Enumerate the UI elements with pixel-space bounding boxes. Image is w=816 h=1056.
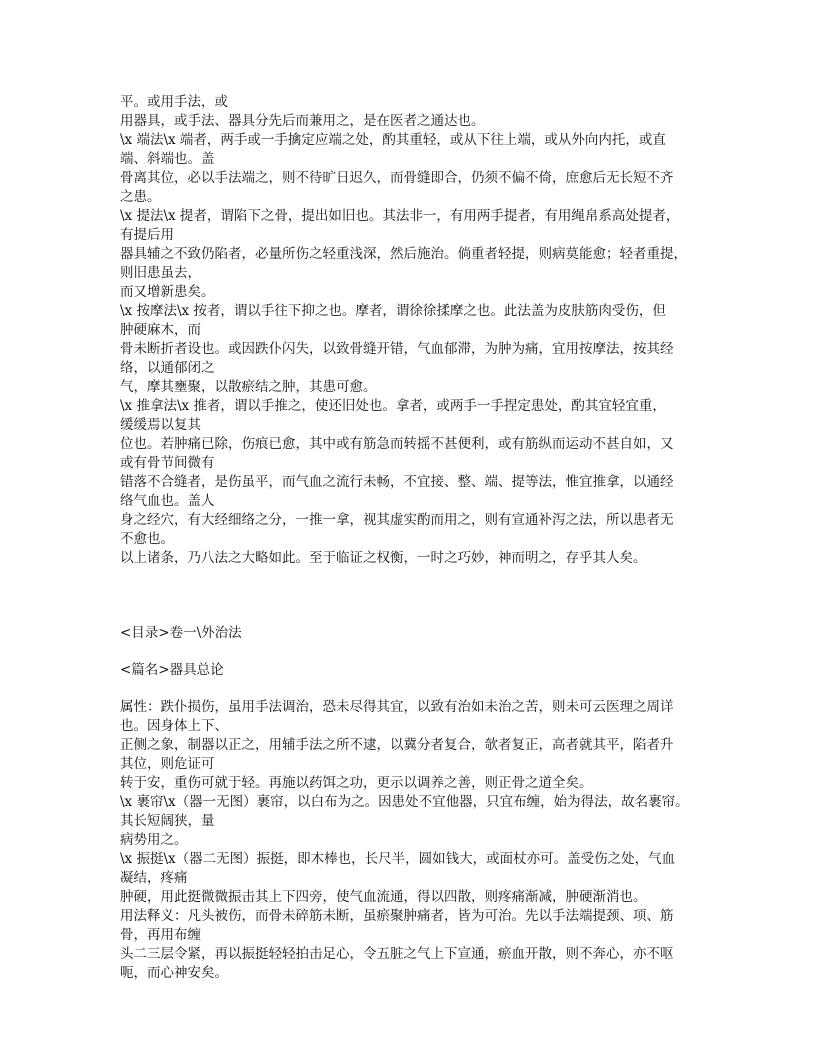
text-line: 不愈也。 (120, 531, 174, 547)
text-line: 属性：跌仆损伤，虽用手法调治，恐未尽得其宜，以致有治如未治之苦，则未可云医理之周详 (120, 699, 674, 715)
text-line: \x 推拿法\x 推者，谓以手推之，使还旧处也。拿者，或两手一手捏定患处，酌其宜轻宜重， (120, 398, 666, 414)
text-line: 其长短阔狭，量 (120, 813, 215, 829)
text-line: 身之经穴，有大经细络之分，一推一拿，视其虚实酌而用之，则有宣通补泻之法，所以患者无 (120, 512, 674, 528)
text-line: 肿硬麻木，而 (120, 322, 201, 338)
text-line: 则旧患虽去， (120, 265, 201, 281)
text-line: 骨未断折者设也。或因跌仆闪失，以致骨缝开错，气血郁滞，为肿为痛，宜用按摩法，按其经 (120, 341, 674, 357)
text-line: 缓缓焉以复其 (120, 417, 201, 433)
text-line: 正侧之象，制器以正之，用辅手法之所不逮，以冀分者复合，欹者复正，高者就其平，陷者升 (120, 737, 674, 753)
catalog-heading: <目录>卷一\外治法 (120, 625, 242, 641)
text-line: 其位，则危证可 (120, 756, 215, 772)
text-line: 络气血也。盖人 (120, 493, 215, 509)
text-line: 有提后用 (120, 227, 174, 243)
text-line: 器具辅之不致仍陷者，必量所伤之轻重浅深，然后施治。倘重者轻提，则病莫能愈；轻者重提， (120, 246, 687, 262)
text-line: \x 裹帘\x（器一无图）裹帘，以白布为之。因患处不宜他器，只宜布缠，始为得法，故名裹帘。 (120, 794, 689, 810)
text-line: 凝结，疼痛 (120, 870, 188, 886)
text-line: \x 振挺\x（器二无图）振挺，即木棒也，长尺半，圆如钱大，或面杖亦可。盖受伤之处，气血 (120, 851, 676, 867)
text-line: \x 端法\x 端者，两手或一手擒定应端之处，酌其重轻，或从下往上端，或从外向内托，或直 (120, 132, 666, 148)
text-line: 转于安，重伤可就于轻。再施以药饵之功，更示以调养之善，则正骨之道全矣。 (120, 775, 593, 791)
text-line: 用法释义：凡头被伤，而骨未碎筋未断，虽瘀聚肿痛者，皆为可治。先以手法端提颈、项、筋 (120, 908, 674, 924)
text-line: 平。或用手法，或 (120, 94, 228, 110)
text-line: 肿硬，用此挺微微振击其上下四旁，使气血流通，得以四散，则疼痛渐减，肿硬渐消也。 (120, 889, 647, 905)
text-line: 错落不合缝者，是伤虽平，而气血之流行未畅，不宜接、整、端、提等法，惟宜推拿，以通经 (120, 474, 674, 490)
text-line: 用器具，或手法、器具分先后而兼用之，是在医者之通达也。 (120, 113, 485, 129)
text-line: 以上诸条，乃八法之大略如此。至于临证之权衡，一时之巧妙，神而明之，存乎其人矣。 (120, 550, 647, 566)
spacer (120, 680, 700, 698)
text-line: 气，摩其壅聚，以散瘀结之肿，其患可愈。 (120, 379, 377, 395)
text-line: 头二三层令紧，再以振挺轻轻拍击足心，令五脏之气上下宣通，瘀血开散，则不奔心，亦不呕 (120, 946, 674, 962)
text-line: 也。因身体上下、 (120, 718, 228, 734)
text-line: \x 提法\x 提者，谓陷下之骨，提出如旧也。其法非一，有用两手提者，有用绳帛系高处提者， (120, 208, 680, 224)
text-line: 骨，再用布缠 (120, 927, 201, 943)
text-line: 或有骨节间微有 (120, 455, 215, 471)
text-line: 而又增新患矣。 (120, 284, 215, 300)
text-line: 位也。若肿痛已除，伤痕已愈，其中或有筋急而转摇不甚便利，或有筋纵而运动不甚自如，又 (120, 436, 674, 452)
text-line: \x 按摩法\x 按者，谓以手往下抑之也。摩者，谓徐徐揉摩之也。此法盖为皮肤筋肉受伤，但 (120, 303, 666, 319)
spacer (120, 568, 700, 624)
spacer (120, 643, 700, 661)
text-line: 端、斜端也。盖 (120, 151, 215, 167)
chapter-title: <篇名>器具总论 (120, 662, 224, 678)
section-instruments (120, 698, 700, 983)
text-line: 络，以通郁闭之 (120, 360, 215, 376)
text-line: 病势用之。 (120, 832, 188, 848)
section-eight-methods (120, 93, 700, 568)
text-line: 骨离其位，必以手法端之，则不待旷日迟久，而骨缝即合，仍须不偏不倚，庶愈后无长短不齐 (120, 170, 674, 186)
text-line: 之患。 (120, 189, 161, 205)
text-line: 呃，而心神安矣。 (120, 965, 228, 981)
document-page (120, 93, 700, 983)
